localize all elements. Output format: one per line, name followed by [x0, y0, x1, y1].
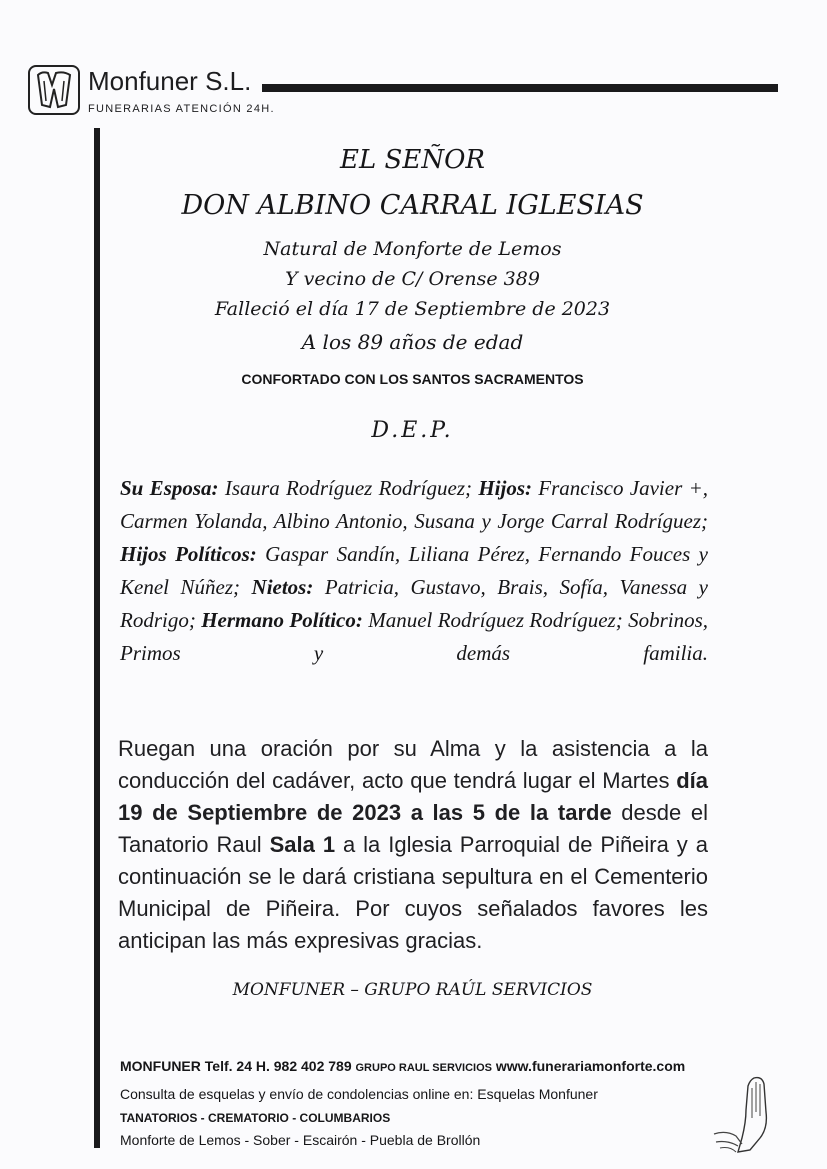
age-line: A los 89 años de edad [301, 330, 524, 354]
hijos-politicos-names: Gaspar Sandín, Liliana Pérez, Fernando Fouces y Kenel Núñez; [120, 542, 708, 599]
hijos-label: Hijos: [478, 476, 532, 500]
footer-phone-line [120, 1058, 685, 1074]
hijos-names: Francisco Javier +, Carmen Yolanda, Albino Antonio, Susana y Jorge Carral Rodríguez; [120, 476, 708, 533]
ceremony-room: Sala 1 [269, 832, 336, 857]
origin-line: Natural de Monforte de Lemos [263, 238, 562, 260]
ceremony-text-2: desde el Tanatorio Raul [118, 800, 708, 857]
esposa-label: Su Esposa: [120, 476, 219, 500]
signature-line: MONFUNER – GRUPO RAÚL SERVICIOS [232, 980, 593, 1000]
footer-phone: MONFUNER Telf. 24 H. 982 402 789 [120, 1058, 356, 1074]
footer-website[interactable]: www.funerariamonforte.com [492, 1058, 686, 1074]
dep-line: D.E.P. [371, 418, 454, 443]
family-paragraph [120, 472, 708, 670]
header-divider [262, 84, 778, 92]
footer-locations: Monforte de Lemos - Sober - Escairón - Puebla de Brollón [120, 1132, 481, 1148]
esposa-names: Isaura Rodríguez Rodríguez; [218, 476, 479, 500]
brand-tagline: FUNERARIAS ATENCIÓN 24H. [88, 103, 275, 115]
nietos-label: Nietos: [251, 575, 314, 599]
footer-consulta: Consulta de esquelas y envío de condolencias online en: Esquelas Monfuner [120, 1086, 598, 1102]
deceased-name: DON ALBINO CARRAL IGLESIAS [181, 190, 644, 221]
nietos-names: Patricia, Gustavo, Brais, Sofía, Vanessa y Rodrigo; [120, 575, 708, 632]
footer-grupo: GRUPO RAUL SERVICIOS [355, 1062, 493, 1074]
sacraments-line: CONFORTADO CON LOS SANTOS SACRAMENTOS [241, 371, 584, 387]
hermano-label: Hermano Político: [201, 608, 363, 632]
footer-services: TANATORIOS - CREMATORIO - COLUMBARIOS [120, 1111, 391, 1125]
hijos-politicos-label: Hijos Políticos: [120, 542, 257, 566]
residence-line: Y vecino de C/ Orense 389 [285, 268, 540, 290]
ceremony-text-3: a la Iglesia Parroquial de Piñeira y a continuación se le dará cristiana sepultura en el Cementerio Municipal de Piñeira. Por cuyos señalados favores les anticipan las más expresivas gracias. [118, 832, 708, 953]
death-date-line: Falleció el día 17 de Septiembre de 2023 [214, 298, 611, 320]
title-line-1: EL SEÑOR [340, 145, 485, 175]
praying-hands-icon [706, 1072, 782, 1156]
ceremony-paragraph [118, 733, 708, 957]
monfuner-logo-icon [28, 65, 80, 115]
ceremony-text-1: Ruegan una oración por su Alma y la asistencia a la conducción del cadáver, acto que tendrá lugar el Martes [118, 736, 708, 793]
ceremony-date: día 19 de Septiembre de 2023 a las 5 de la tarde [118, 768, 708, 825]
brand-name: Monfuner S.L. [88, 66, 252, 96]
hermano-names: Manuel Rodríguez Rodríguez; Sobrinos, Primos y demás familia. [120, 608, 709, 665]
